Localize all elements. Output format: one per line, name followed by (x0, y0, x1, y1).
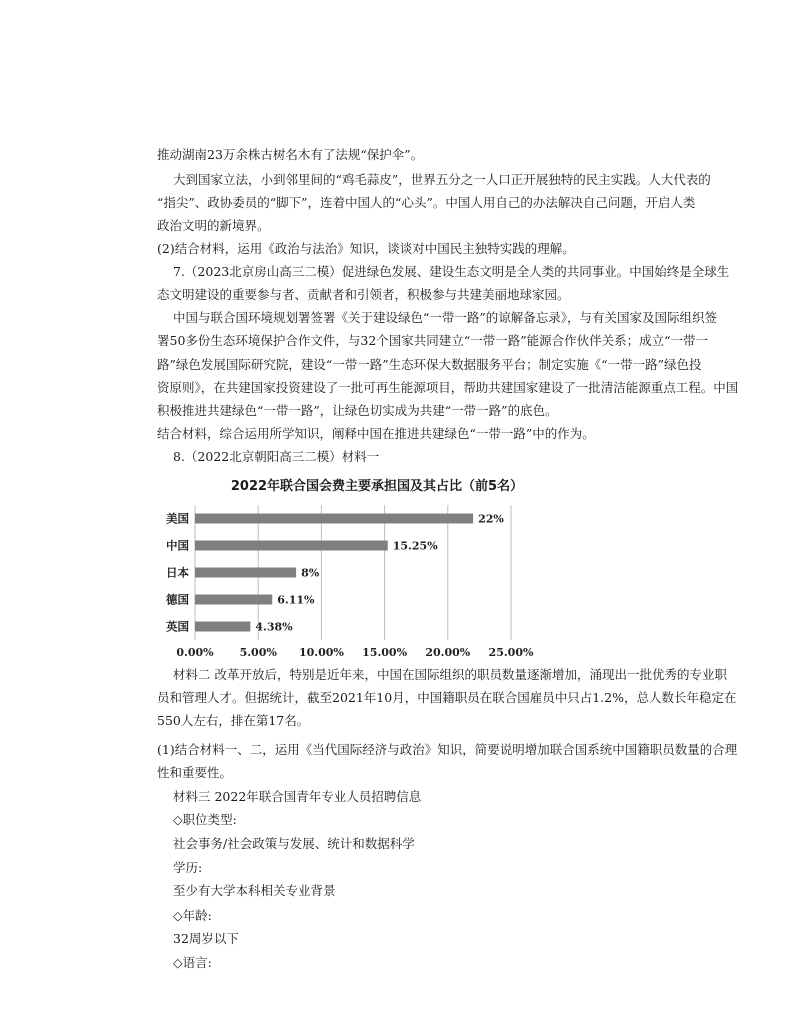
question-line: (2)结合材料，运用《政治与法治》知识，谈谈对中国民主独特实践的理解。 (157, 241, 575, 256)
list-item: 社会事务/社会政策与发展、统计和数据科学 (173, 836, 415, 851)
x-tick-label: 15.00% (362, 646, 408, 659)
text-line: 大到国家立法，小到邻里间的“鸡毛蒜皮”，世界五分之一人口正开展独特的民主实践。人大代表的 (173, 172, 711, 187)
data-label: 22% (478, 512, 504, 526)
text-line: 材料二 改革开放后，特别是近年来，中国在国际组织的职员数量逐渐增加，涌现出一批优秀的专业职 (173, 667, 727, 682)
question-line: (1)结合材料一、二，运用《当代国际经济与政治》知识，简要说明增加联合国系统中国籍职员数量的合理 (157, 742, 738, 757)
bar (195, 514, 473, 524)
text-line: 550人左右，排在第17名。 (157, 713, 310, 728)
question-line: 性和重要性。 (157, 765, 233, 780)
x-tick-label: 10.00% (298, 646, 344, 659)
x-tick-label: 0.00% (176, 646, 214, 659)
question-number-7: 7.（2023北京房山高三二模）促进绿色发展、建设生态文明是全人类的共同事业。中国始终是全球生 (173, 264, 730, 279)
list-item: ◇语言: (173, 955, 212, 970)
material-heading: 材料三 2022年联合国青年专业人员招聘信息 (173, 789, 422, 804)
question-number-8: 8.（2022北京朝阳高三二模）材料一 (173, 449, 380, 464)
data-label: 6.11% (277, 593, 315, 607)
text-line: 中国与联合国环境规划署签署《关于建设绿色“一带一路”的谅解备忘录》，与有关国家及国际组织签 (173, 310, 718, 325)
list-item: ◇职位类型: (173, 812, 237, 827)
text-line: 署50多份生态环境保护合作文件，与32个国家共同建立“一带一路”能源合作伙伴关系；成立“一带一 (157, 333, 708, 348)
bar (195, 568, 296, 578)
x-tick-label: 5.00% (239, 646, 277, 659)
bar (195, 622, 250, 632)
data-label: 8% (301, 566, 320, 580)
text-line: 积极推进共建绿色“一带一路”，让绿色切实成为共建“一带一路”的底色。 (157, 403, 558, 418)
category-label: 日本 (166, 565, 189, 580)
bar (195, 541, 388, 551)
list-item: 学历: (173, 860, 203, 875)
text-line: 路”绿色发展国际研究院，建设“一带一路”生态环保大数据服务平台；制定实施《“一带一路”绿色投 (157, 357, 702, 372)
list-item: ◇年龄: (173, 908, 212, 923)
text-line: 员和管理人才。但据统计，截至2021年10月，中国籍职员在联合国雇员中只占1.2%，总人数长年稳定在 (157, 690, 737, 705)
x-tick-label: 20.00% (425, 646, 471, 659)
text-line: 态文明建设的重要参与者、贡献者和引领者，积极参与共建美丽地球家园。 (157, 287, 570, 302)
text-line: 推动湖南23万余株古树名木有了法规“保护伞”。 (157, 147, 424, 162)
question-line: 结合材料，综合运用所学知识，阐释中国在推进共建绿色“一带一路”中的作为。 (157, 426, 595, 441)
chart-title: 2022年联合国会费主要承担国及其占比（前5名） (230, 479, 524, 494)
category-label: 德国 (166, 592, 189, 607)
text-line: “指尖”、政协委员的“脚下”，连着中国人的“心头”。中国人用自己的办法解决自己问题，开启人类 (157, 195, 696, 210)
category-label: 英国 (166, 619, 189, 634)
text-line: 政治文明的新境界。 (157, 218, 270, 233)
data-label: 4.38% (255, 620, 293, 634)
category-label: 中国 (166, 538, 189, 553)
list-item: 至少有大学本科相关专业背景 (173, 883, 336, 898)
x-tick-label: 25.00% (488, 646, 534, 659)
bar (195, 595, 272, 605)
text-line: 资原则》，在共建国家投资建设了一批可再生能源项目，帮助共建国家建设了一批清洁能源重点工程。中国 (157, 380, 739, 395)
category-label: 美国 (166, 511, 189, 526)
data-label: 15.25% (392, 539, 438, 553)
list-item: 32周岁以下 (173, 931, 239, 946)
